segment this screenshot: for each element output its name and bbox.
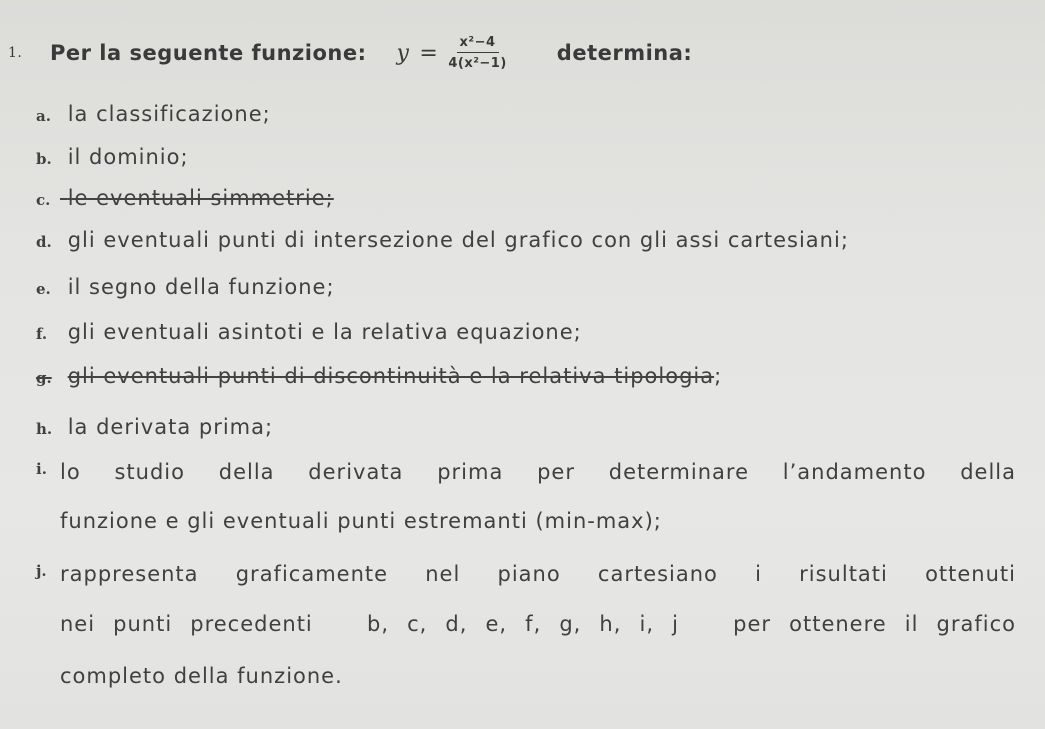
list-item-a (36, 102, 271, 126)
list-item-j (36, 562, 1016, 586)
exercise-header (8, 28, 692, 78)
formula-numerator: x²−4 (457, 35, 499, 53)
item-text: le eventuali simmetrie; (67, 186, 334, 210)
formula-denominator: 4(x²−1) (448, 56, 507, 71)
exercise-determina: determina: (556, 41, 693, 65)
item-text: la classificazione; (67, 102, 271, 126)
item-text: la derivata prima; (67, 415, 274, 439)
list-item-d (36, 228, 849, 252)
item-letter: a. (36, 107, 51, 125)
list-item-f (36, 320, 582, 344)
list-item-h (36, 415, 273, 439)
item-j-continuation-text: nei punti precedenti b, c, d, e, f, g, h, i, j per ottenere il grafico (60, 612, 1016, 636)
item-text: gli eventuali punti di discontinuità e la relativa tipologia (67, 364, 715, 388)
formula-fraction (448, 35, 506, 71)
list-item-c (36, 186, 334, 210)
item-letter: j. (36, 562, 47, 580)
item-text: il dominio; (67, 145, 189, 169)
item-letter: d. (36, 233, 52, 251)
formula-lhs: y (396, 40, 410, 66)
item-text: gli eventuali punti di intersezione del grafico con gli assi cartesiani; (67, 228, 849, 252)
exercise-intro: Per la seguente funzione: (50, 41, 367, 65)
list-item-g (36, 364, 722, 388)
item-letter: g. (36, 369, 52, 387)
item-letter: b. (36, 150, 52, 168)
formula-equals: = (419, 40, 439, 66)
function-formula (396, 35, 506, 71)
list-item-e (36, 275, 335, 299)
item-suffix: ; (714, 364, 723, 388)
item-letter: f. (36, 325, 48, 343)
item-text: il segno della funzione; (67, 275, 335, 299)
item-i-continuation: funzione e gli eventuali punti estremanti (min-max); (60, 509, 662, 533)
item-text: rappresenta graficamente nel piano cartesiano i risultati ottenuti (60, 562, 1016, 586)
list-item-b (36, 145, 189, 169)
item-text: gli eventuali asintoti e la relativa equazione; (67, 320, 582, 344)
item-letter: h. (36, 420, 53, 438)
item-j-continuation-2: completo della funzione. (60, 664, 343, 688)
exercise-number: 1. (8, 45, 23, 61)
item-letter: i. (36, 460, 47, 478)
item-j-continuation (60, 612, 1016, 636)
item-letter: c. (36, 191, 51, 209)
list-item-i (36, 460, 1016, 484)
item-letter: e. (36, 280, 51, 298)
item-text: lo studio della derivata prima per determinare l’andamento della (60, 460, 1016, 484)
